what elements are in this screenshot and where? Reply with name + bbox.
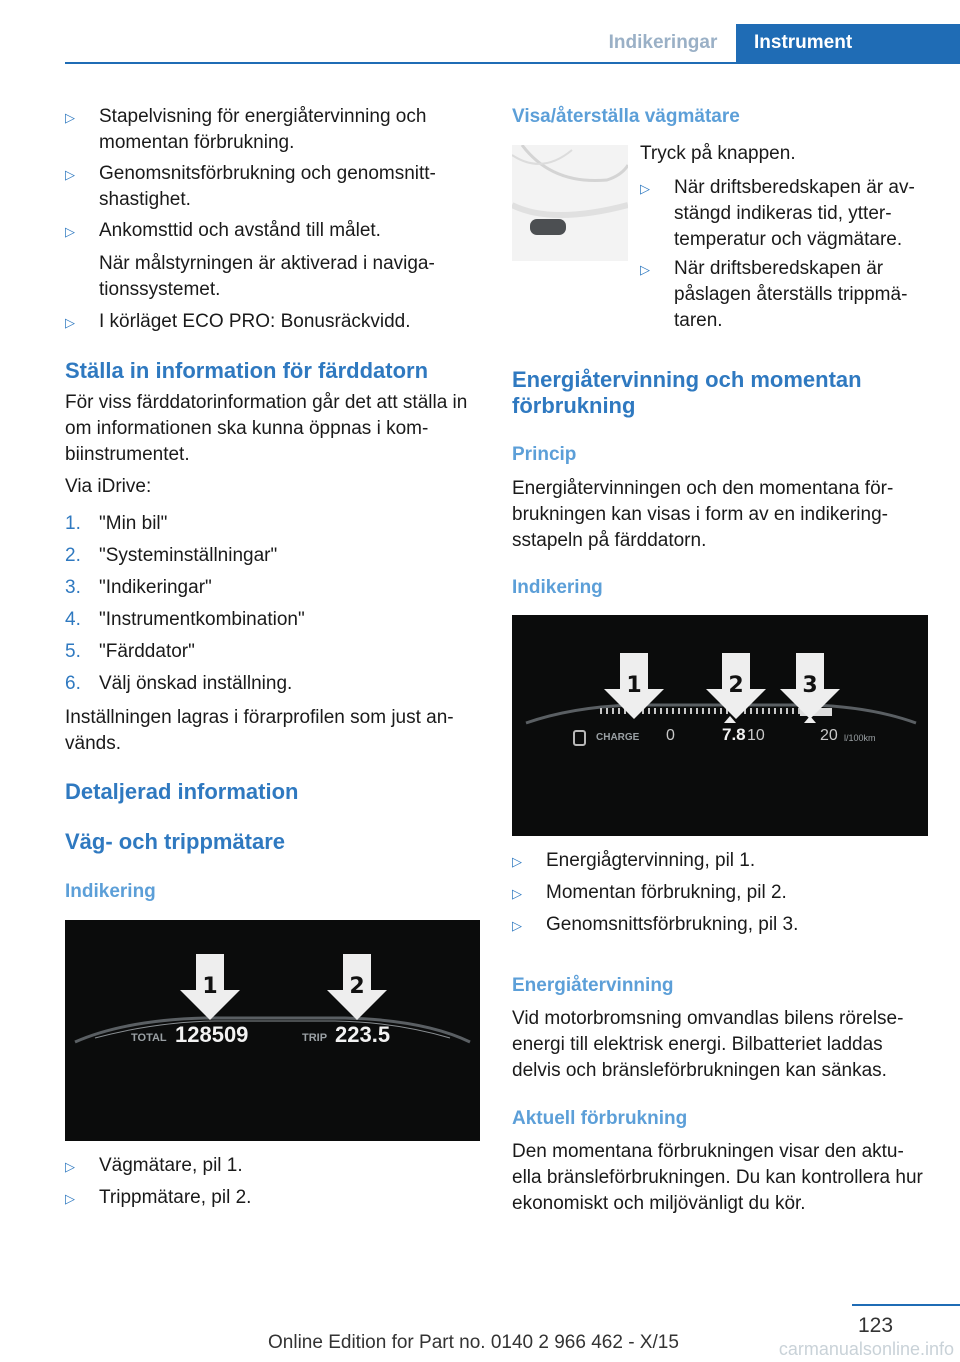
footer-edition: Online Edition for Part no. 0140 2 966 462 - X/15 — [268, 1332, 679, 1353]
odometer-display-image — [65, 920, 480, 1141]
scale-ten: 10 — [747, 727, 765, 744]
subheading-current: Aktuell förbrukning — [512, 1108, 688, 1129]
triangle-bullet-icon: ▷ — [640, 181, 650, 196]
step-item: 6. Välj önskad inställning. — [65, 673, 293, 694]
triangle-bullet-icon: ▷ — [65, 315, 75, 330]
page-number: 123 — [858, 1314, 894, 1337]
current-text: Den momentana förbrukningen visar den aktu-ella bränsleförbrukningen. Du kan kontrollera hur ekonomiskt och miljövänligt du kör. — [512, 1141, 923, 1214]
scale-twenty: 20 — [820, 727, 838, 744]
trip-value: 223.5 — [335, 1022, 391, 1047]
dashboard-bezel — [65, 920, 480, 1141]
step-item: 1. "Min bil" — [65, 513, 168, 534]
subheading-indikering-2: Indikering — [512, 577, 603, 598]
saved-text: Inställningen lagras i förarprofilen som just an-vänds. — [65, 707, 454, 754]
charge-label: CHARGE — [596, 732, 640, 743]
press-button-text: Tryck på knappen. — [640, 143, 796, 164]
regen-text: Vid motorbromsning omvandlas bilens rörelse-energi till elektrisk energi. Bilbatteriet laddas delvis och bränsleförbrukningen kan sänkas. — [512, 1008, 904, 1081]
via-idrive-text: Via iDrive: — [65, 476, 152, 497]
section-heading-detail: Detaljerad information — [65, 779, 299, 804]
list-item: ▷ När driftsberedskapen är påslagen återställs trippmä-taren. — [640, 256, 930, 334]
list-item: ▷ I körläget ECO PRO: Bonusräckvidd. — [65, 309, 475, 336]
arrow-2-icon: 2 — [706, 653, 766, 723]
set-info-text: För viss färddatorinformation går det att ställa in om informationen ska kunna öppnas i kom-biinstrumentet. — [65, 392, 468, 465]
list-item: ▷ Genomsnitsförbrukning och genomsnitt-shastighet. — [65, 161, 475, 213]
consumption-scale — [512, 615, 928, 836]
list-item: ▷ Ankomsttid och avstånd till målet. — [65, 218, 475, 245]
unit-label: l/100km — [844, 733, 876, 743]
consumption-display-image — [512, 615, 928, 836]
triangle-bullet-icon: ▷ — [65, 110, 75, 125]
triangle-bullet-icon: ▷ — [65, 224, 75, 239]
section-heading-set-info: Ställa in information för färddatorn — [65, 358, 429, 383]
scale-zero: 0 — [666, 727, 675, 744]
subheading-regen: Energiåtervinning — [512, 975, 674, 996]
step-item: 4. "Instrumentkombination" — [65, 609, 305, 630]
triangle-bullet-icon: ▷ — [65, 167, 75, 182]
reset-button-icon — [512, 145, 628, 261]
step-item: 2. "Systeminställningar" — [65, 545, 278, 566]
step-item: 3. "Indikeringar" — [65, 577, 212, 598]
arrow-1-icon: 1 — [180, 954, 240, 1024]
arrow-2-icon: 2 — [327, 954, 387, 1024]
navigation-note: När målstyrningen är aktiverad i naviga-tionssystemet. — [99, 253, 435, 300]
arrow-3-icon: 3 — [780, 653, 840, 723]
total-value: 128509 — [175, 1022, 249, 1047]
subheading-indikering: Indikering — [65, 881, 156, 902]
list-item: ▷ Trippmätare, pil 2. — [65, 1185, 475, 1212]
header-rule — [65, 62, 960, 64]
triangle-bullet-icon: ▷ — [512, 918, 522, 933]
subheading-princip: Princip — [512, 444, 577, 465]
triangle-bullet-icon: ▷ — [65, 1159, 75, 1174]
step-item: 5. "Färddator" — [65, 641, 195, 662]
section-heading-energy: Energiåtervinning och momentan förbrukning — [512, 367, 862, 418]
triangle-bullet-icon: ▷ — [65, 1191, 75, 1206]
trip-label: TRIP — [302, 1032, 328, 1044]
list-item: ▷ Genomsnittsförbrukning, pil 3. — [512, 912, 922, 939]
arrow-1-icon: 1 — [604, 653, 664, 723]
triangle-bullet-icon: ▷ — [512, 886, 522, 901]
triangle-bullet-icon: ▷ — [640, 262, 650, 277]
header-tab-instrument[interactable]: Instrument — [736, 24, 960, 62]
footer-rule — [852, 1304, 960, 1306]
section-heading-odometer: Väg- och trippmätare — [65, 829, 286, 854]
header-tab-indikeringar[interactable]: Indikeringar — [608, 32, 718, 53]
reset-button-photo — [512, 145, 628, 261]
subheading-reset-odometer: Visa/återställa vägmätare — [512, 106, 740, 127]
list-item: ▷ Stapelvisning för energiåtervinning och momentan förbrukning. — [65, 104, 475, 156]
list-item: ▷ Momentan förbrukning, pil 2. — [512, 880, 922, 907]
current-value: 7.8 — [722, 725, 746, 744]
list-item: ▷ När driftsberedskapen är av-stängd indikeras tid, ytter-temperatur och vägmätare. — [640, 175, 930, 253]
triangle-bullet-icon: ▷ — [512, 854, 522, 869]
list-item: ▷ Energiågtervinning, pil 1. — [512, 848, 922, 875]
list-item: ▷ Vägmätare, pil 1. — [65, 1153, 475, 1180]
princip-text: Energiåtervinningen och den momentana för-brukningen kan visas i form av en indikering-sstapeln på färddatorn. — [512, 478, 894, 551]
watermark: carmanualsonline.info — [778, 1339, 954, 1359]
total-label: TOTAL — [131, 1032, 167, 1044]
